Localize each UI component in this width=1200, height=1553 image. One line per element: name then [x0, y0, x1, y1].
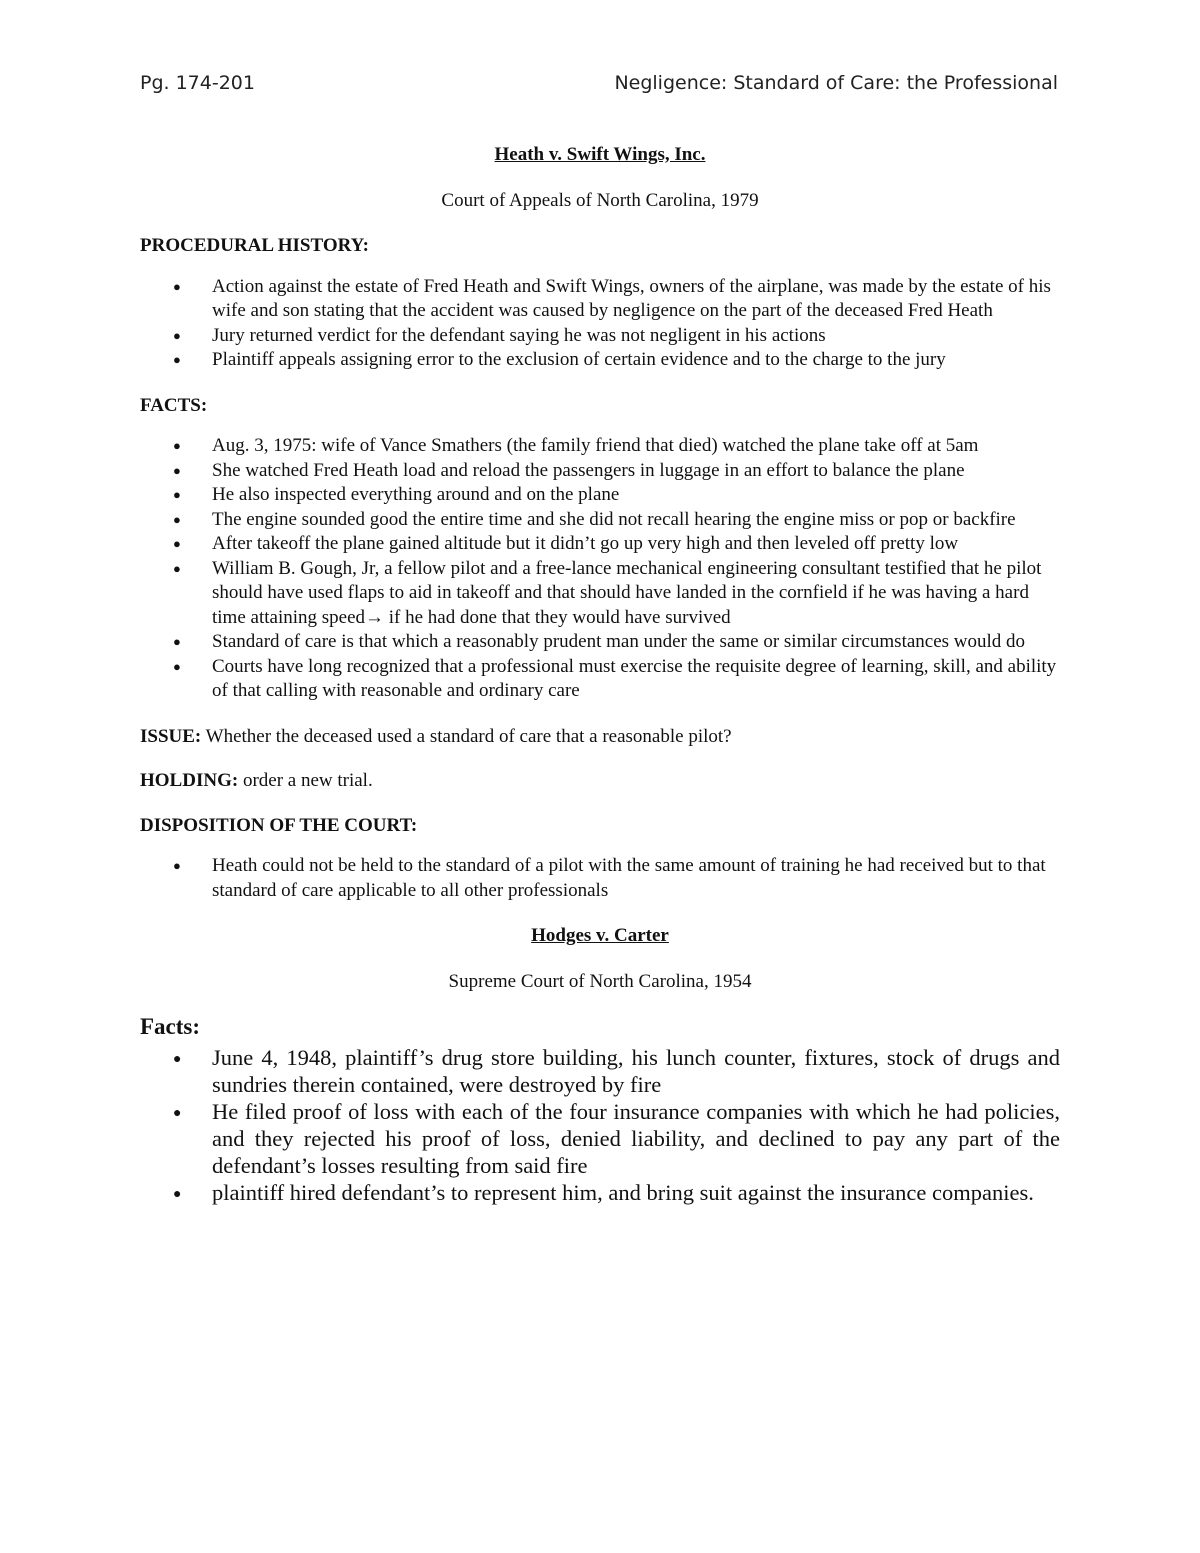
holding-paragraph [140, 769, 1060, 794]
issue-label: ISSUE: [140, 725, 202, 747]
list-item: ● Standard of care is that which a reasonably prudent man under the same or similar circumstances would do [140, 630, 1060, 655]
procedural-history-heading: PROCEDURAL HISTORY: [140, 235, 369, 256]
case2-facts-list [140, 1044, 1060, 1206]
list-item: ● William B. Gough, Jr, a fellow pilot and a free-lance mechanical engineering consultant testified that he pilot should have used flaps to aid in takeoff and that should have landed in the cornfield if he was having a hard time attaining speed→ if he had done that they would have survived [140, 557, 1060, 631]
document-body [140, 143, 1060, 1227]
list-item: ● After takeoff the plane gained altitude but it didn’t go up very high and then leveled off pretty low [140, 532, 1060, 557]
list-item: ● Courts have long recognized that a professional must exercise the requisite degree of learning, skill, and ability of that calling with reasonable and ordinary care [140, 655, 1060, 704]
case2-court: Supreme Court of North Carolina, 1954 [448, 970, 752, 992]
list-item: ● Plaintiff appeals assigning error to the exclusion of certain evidence and to the charge to the jury [140, 348, 1060, 373]
list-item: ● June 4, 1948, plaintiff’s drug store building, his lunch counter, fixtures, stock of drugs and sundries therein contained, were destroyed by fire [140, 1044, 1060, 1098]
list-item: ● He filed proof of loss with each of the four insurance companies with which he had policies, and they rejected his proof of loss, denied liability, and declined to pay any part of the defendant’s losses resulting from said fire [140, 1098, 1060, 1179]
case1-court: Court of Appeals of North Carolina, 1979 [441, 189, 759, 211]
chapter-title-header: Negligence: Standard of Care: the Professional [614, 72, 1058, 94]
list-item: ● Heath could not be held to the standard of a pilot with the same amount of training he had received but to that standard of care applicable to all other professionals [140, 854, 1060, 903]
list-item: ● She watched Fred Heath load and reload the passengers in luggage in an effort to balance the plane [140, 459, 1060, 484]
list-item: ● The engine sounded good the entire time and she did not recall hearing the engine miss or pop or backfire [140, 508, 1060, 533]
issue-paragraph [140, 725, 1060, 750]
list-item: ● Jury returned verdict for the defendant saying he was not negligent in his actions [140, 324, 1060, 349]
page-range-header: Pg. 174-201 [140, 72, 255, 94]
issue-text: Whether the deceased used a standard of care that a reasonable pilot? [201, 725, 732, 747]
disposition-list [140, 854, 1060, 903]
case2-title: Hodges v. Carter [531, 925, 669, 946]
procedural-history-list [140, 275, 1060, 373]
case1-title: Heath v. Swift Wings, Inc. [494, 144, 706, 165]
facts-list [140, 434, 1060, 704]
list-item: ● plaintiff hired defendant’s to represent him, and bring suit against the insurance companies. [140, 1179, 1060, 1206]
holding-label: HOLDING: [140, 770, 239, 791]
disposition-heading: DISPOSITION OF THE COURT: [140, 814, 418, 836]
case2-facts-heading: Facts: [140, 1014, 201, 1039]
list-item: ● Aug. 3, 1975: wife of Vance Smathers (the family friend that died) watched the plane take off at 5am [140, 434, 1060, 459]
facts-heading: FACTS: [140, 394, 208, 416]
holding-text: order a new trial. [238, 770, 373, 791]
list-item: ● Action against the estate of Fred Heath and Swift Wings, owners of the airplane, was made by the estate of his wife and son stating that the accident was caused by negligence on the part of the deceased Fred Heath [140, 275, 1060, 324]
list-item: ● He also inspected everything around and on the plane [140, 483, 1060, 508]
